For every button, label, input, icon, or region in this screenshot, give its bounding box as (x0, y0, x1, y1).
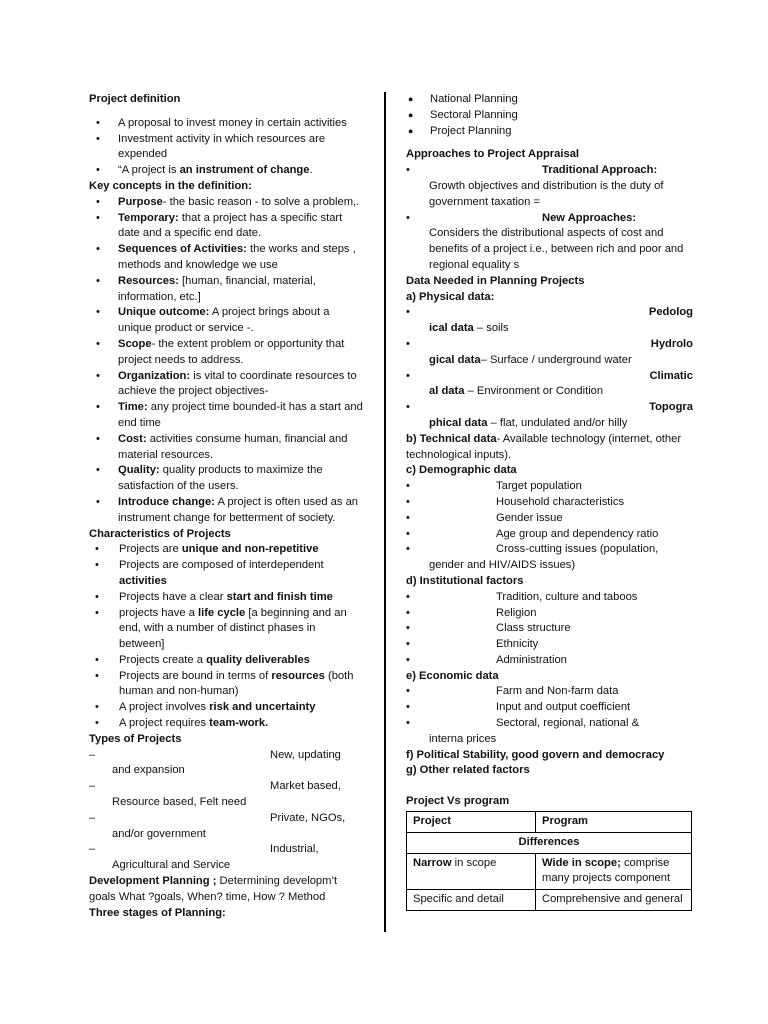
list-item: ● National Planning (406, 92, 693, 108)
list-item: • Cost: activities consume human, financial and material resources. (89, 432, 364, 464)
list-item: • Pedolog ical data – soils (406, 306, 693, 335)
list-item: • Projects are composed of interdependent activities (95, 558, 364, 590)
key-concepts-list (89, 195, 364, 527)
list-item: • Target population (406, 480, 582, 493)
table-cell: Wide in scope; comprise many projects component (536, 853, 692, 890)
physical-data-title: a) Physical data: (406, 290, 495, 303)
list-item: • Topogra phical data – flat, undulated and/or hilly (406, 401, 693, 429)
list-item: • Resources: [human, financial, material, information, etc.] (89, 274, 364, 306)
economic-continuation: interna prices (429, 732, 497, 745)
three-stages-title: Three stages of Planning: (89, 906, 226, 919)
list-item: • Sectoral, regional, national & (406, 717, 640, 730)
list-item: • Hydrolo gical data– Surface / underground water (406, 337, 693, 366)
demographic-title: c) Demographic data (406, 464, 517, 477)
list-item: • Religion (406, 606, 537, 619)
project-definition-title: Project definition (89, 93, 181, 105)
list-item: • Age group and dependency ratio (406, 527, 659, 540)
table-row (407, 853, 692, 890)
list-item: • Class structure (406, 622, 571, 635)
table-cell: Narrow in scope (407, 853, 536, 890)
list-item: • Household characteristics (406, 495, 625, 508)
list-item: • Temporary: that a project has a specific start date and a specific end date. (89, 211, 364, 243)
approaches-title: Approaches to Project Appraisal (406, 148, 580, 161)
list-item: • Cross-cutting issues (population, (406, 543, 659, 556)
demographic-continuation: gender and HIV/AIDS issues) (429, 559, 576, 572)
list-item: • Organization: is vital to coordinate resources to achieve the project objectives- (89, 369, 364, 401)
list-item: • Projects are bound in terms of resources (both human and non-human) (95, 669, 364, 701)
table-header-program: Program (536, 812, 692, 833)
list-item: • Tradition, culture and taboos (406, 590, 638, 603)
left-column (89, 92, 364, 921)
list-item: • A project involves risk and uncertainty (95, 700, 364, 716)
list-item: • Projects create a quality deliverables (95, 653, 364, 669)
list-item: • Introduce change: A project is often used as an instrument change for betterment of society. (89, 495, 364, 527)
list-item: • Input and output coefficient (406, 701, 631, 714)
list-item: • Investment activity in which resources are expended (89, 132, 364, 164)
table-differences: Differences (407, 832, 692, 853)
table-row (407, 812, 692, 833)
list-item: • Farm and Non-farm data (406, 685, 619, 698)
table-row (407, 832, 692, 853)
list-item: • A proposal to invest money in certain activities (89, 116, 364, 132)
list-item: • Sequences of Activities: the works and steps , methods and knowledge we use (89, 242, 364, 274)
project-vs-program-table (406, 811, 692, 911)
list-item: • Administration (406, 653, 567, 666)
list-item: • Projects have a clear start and finish time (95, 590, 364, 606)
table-cell: Comprehensive and general (536, 890, 692, 911)
types-list (89, 748, 364, 874)
institutional-title: d) Institutional factors (406, 574, 524, 587)
economic-title: e) Economic data (406, 669, 499, 682)
list-item: ● Sectoral Planning (406, 108, 693, 124)
list-item: • Purpose- the basic reason - to solve a problem,. (89, 195, 364, 211)
list-item: – Industrial, Agricultural and Service (89, 843, 319, 872)
table-header-project: Project (407, 812, 536, 833)
characteristics-title: Characteristics of Projects (89, 527, 231, 540)
list-item: • Time: any project time bounded-it has a start and end time (89, 400, 364, 432)
technical-data: b) Technical data- Available technology (internet, other technological inputs). (406, 432, 682, 461)
list-item: • Climatic al data – Environment or Condition (406, 369, 693, 398)
list-item: ● Project Planning (406, 124, 693, 140)
data-needed-title: Data Needed in Planning Projects (406, 274, 585, 287)
list-item: • Projects are unique and non-repetitive (95, 542, 364, 558)
characteristics-list (89, 542, 364, 732)
list-item: • Ethnicity (406, 638, 539, 651)
list-item: • “A project is an instrument of change. (89, 163, 364, 179)
table-row (407, 890, 692, 911)
column-divider (384, 92, 386, 932)
list-item: • Traditional Approach: Growth objectives and distribution is the duty of government taxation = (406, 164, 664, 208)
list-item: • Unique outcome: A project brings about a unique product or service -. (89, 305, 364, 337)
list-item: • Quality: quality products to maximize the satisfaction of the users. (89, 463, 364, 495)
development-planning: Development Planning ; Determining developm’t goals What ?goals, When? time, How ? Method (89, 875, 338, 903)
definition-list (89, 116, 364, 179)
right-column (406, 92, 693, 911)
list-item: • projects have a life cycle [a beginning and an end, with a number of distinct phases in between] (95, 606, 364, 653)
political-stability-title: f) Political Stability, good govern and democracy (406, 748, 665, 761)
key-concepts-title: Key concepts in the definition: (89, 179, 252, 192)
types-title: Types of Projects (89, 732, 182, 745)
list-item: – New, updating and expansion (89, 748, 341, 777)
list-item: • New Approaches: Considers the distributional aspects of cost and benefits of a project i.e., between rich and poor and regional equality s (406, 211, 684, 271)
other-factors-title: g) Other related factors (406, 764, 530, 777)
project-vs-program-title: Project Vs program (406, 795, 510, 808)
list-item: • Scope- the extent problem or opportunity that project needs to address. (89, 337, 364, 369)
list-item: – Private, NGOs, and/or government (89, 811, 346, 840)
list-item: • A project requires team-work. (95, 716, 364, 732)
stages-list (406, 92, 693, 139)
table-cell: Specific and detail (407, 890, 536, 911)
list-item: – Market based, Resource based, Felt need (89, 780, 341, 809)
list-item: • Gender issue (406, 511, 563, 524)
